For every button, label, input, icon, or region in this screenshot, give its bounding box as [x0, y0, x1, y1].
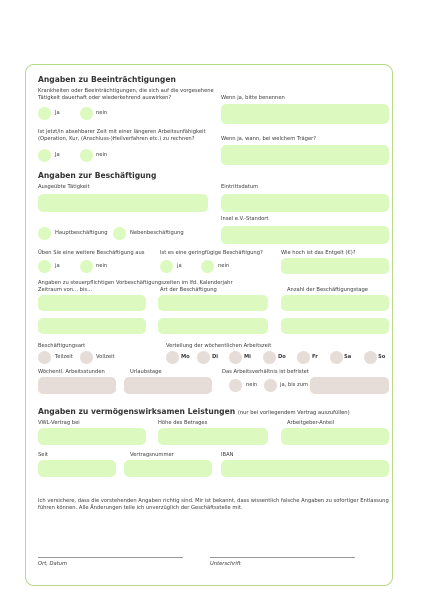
iban-field[interactable] — [221, 460, 389, 477]
limited-no-radio[interactable] — [229, 379, 242, 392]
declaration-line1: Ich versichere, dass die vorstehenden Angaben richtig sind. Mir ist bekannt, dass wissentlich falsche Angaben zu sofortiger Entlassung — [38, 498, 389, 504]
q2-no-radio[interactable] — [80, 149, 93, 162]
other-job-yes-label: ja — [55, 263, 60, 269]
other-job-no-radio[interactable] — [80, 260, 93, 273]
day-do-circle[interactable] — [263, 351, 276, 364]
pay-field[interactable] — [281, 258, 389, 274]
q1-side-label: Wenn ja, bitte benennen — [221, 95, 285, 101]
vwl-at-label: VWL-Vertrag bei — [38, 420, 80, 426]
place-date-label: Ort, Datum — [38, 561, 68, 567]
vacation-field[interactable] — [124, 377, 212, 394]
vwl-title: Angaben zu vermögenswirksamen Leistungen — [38, 407, 236, 416]
job-type-field-1[interactable] — [158, 295, 268, 311]
week-dist-label: Verteilung der wöchentlichen Arbeitszeit — [166, 343, 272, 349]
emp-type-label: Beschäftigungsart — [38, 343, 86, 349]
weekly-hours-label: Wöchentl. Arbeitsstunden — [38, 369, 105, 375]
minor-job-no-label: nein — [218, 263, 230, 269]
day-fr-label: Fr — [312, 354, 318, 360]
day-so-label: So — [378, 354, 386, 360]
day-di-circle[interactable] — [197, 351, 210, 364]
amount-field[interactable] — [158, 428, 268, 445]
vacation-label: Urlaubstage — [130, 369, 162, 375]
q1-line1: Krankheiten oder Beeinträchtigungen, die sich auf die vorgesehene — [38, 88, 214, 94]
minor-job-yes-label: ja — [177, 263, 182, 269]
minor-job-no-radio[interactable] — [201, 260, 214, 273]
other-job-label: Üben Sie eine weitere Beschäftigung aus — [38, 250, 145, 256]
other-job-no-label: nein — [96, 263, 108, 269]
day-do-label: Do — [278, 354, 286, 360]
other-job-yes-radio[interactable] — [38, 260, 51, 273]
limited-label: Das Arbeitsverhältnis ist befristet — [222, 369, 309, 375]
prior-period-field-1[interactable] — [38, 295, 146, 311]
q1-no-radio[interactable] — [80, 107, 93, 120]
job-days-label: Anzahl der Beschäftigungstage — [287, 287, 368, 293]
job-type-label: Art der Beschäftigung — [160, 287, 217, 293]
since-field[interactable] — [38, 460, 116, 477]
site-label: Insel e.V.-Standort — [221, 216, 269, 222]
place-date-line[interactable] — [38, 557, 183, 558]
q1-no-label: nein — [96, 110, 108, 116]
signature-line[interactable] — [210, 557, 355, 558]
vwl-at-field[interactable] — [38, 428, 146, 445]
job-days-field-2[interactable] — [281, 318, 389, 334]
job-type-field-2[interactable] — [158, 318, 268, 334]
amount-label: Höhe des Betrages — [158, 420, 208, 426]
contract-no-label: Vertragsnummer — [130, 452, 174, 458]
contract-no-field[interactable] — [124, 460, 212, 477]
q2-yes-radio[interactable] — [38, 149, 51, 162]
q2-yes-label: Ja — [55, 152, 60, 158]
declaration-line2: führen können. Alle Änderungen teile ich unverzüglich der Geschäftsstelle mit. — [38, 505, 243, 511]
day-mi-label: Mi — [244, 354, 251, 360]
activity-label: Ausgeübte Tätigkeit — [38, 184, 90, 190]
limited-yes-radio[interactable] — [264, 379, 277, 392]
vwl-note: (nur bei vorliegendem Vertrag auszufüllen) — [237, 410, 350, 416]
weekly-hours-field[interactable] — [38, 377, 116, 394]
site-field[interactable] — [221, 226, 389, 244]
day-fr-circle[interactable] — [297, 351, 310, 364]
employer-share-field[interactable] — [281, 428, 389, 445]
q1-yes-label: Ja — [55, 110, 60, 116]
main-job-radio[interactable] — [38, 227, 51, 240]
since-label: Seit — [38, 452, 48, 458]
full-time-radio[interactable] — [80, 351, 93, 364]
activity-field[interactable] — [38, 194, 208, 212]
minor-job-yes-radio[interactable] — [160, 260, 173, 273]
day-sa-label: Sa — [344, 354, 352, 360]
limited-until-field[interactable] — [310, 377, 389, 394]
entry-date-label: Eintrittsdatum — [221, 184, 259, 190]
pay-label: Wie hoch ist das Entgelt (€)? — [281, 250, 356, 256]
day-mi-circle[interactable] — [229, 351, 242, 364]
full-time-label: Vollzeit — [96, 354, 115, 360]
side-job-radio[interactable] — [113, 227, 126, 240]
day-mo-label: Mo — [181, 354, 190, 360]
part-time-label: Teilzeit — [55, 354, 73, 360]
q2-no-label: nein — [96, 152, 108, 158]
prior-period-field-2[interactable] — [38, 318, 146, 334]
minor-job-label: Ist es eine geringfügige Beschäftigung? — [160, 250, 263, 256]
side-job-label: Nebenbeschäftigung — [130, 230, 184, 236]
day-mo-circle[interactable] — [166, 351, 179, 364]
part-time-radio[interactable] — [38, 351, 51, 364]
section-title-vwl — [38, 407, 350, 416]
q2-side-label: Wenn ja, wann, bei welchem Träger? — [221, 136, 317, 142]
day-di-label: Di — [212, 354, 219, 360]
entry-date-field[interactable] — [221, 194, 389, 212]
section-title-impairments: Angaben zu Beeinträchtigungen — [38, 75, 176, 84]
limited-no-label: nein — [246, 382, 258, 388]
signature-label: Unterschrift — [210, 561, 241, 567]
prior-line2: Zeitraum von... bis... — [38, 287, 93, 293]
section-title-employment: Angaben zur Beschäftigung — [38, 171, 157, 180]
q1-yes-radio[interactable] — [38, 107, 51, 120]
q2-details-field[interactable] — [221, 145, 389, 165]
iban-label: IBAN — [221, 452, 234, 458]
q1-details-field[interactable] — [221, 104, 389, 124]
limited-yes-label: ja, bis zum — [280, 382, 309, 388]
q2-line2: (Operation, Kur, (Anschluss-)Heilverfahren etc.) zu rechnen? — [38, 136, 195, 142]
main-job-label: Hauptbeschäftigung — [55, 230, 108, 236]
day-so-circle[interactable] — [364, 351, 377, 364]
day-sa-circle[interactable] — [330, 351, 343, 364]
q2-line1: Ist jetzt/in absehbarer Zeit mit einer längeren Arbeitsunfähigkeit — [38, 129, 206, 135]
prior-line1: Angaben zu steuerpflichtigen Vorbeschäftigungszeiten im lfd. Kalenderjahr — [38, 280, 233, 286]
q1-line2: Tätigkeit dauerhaft oder wiederkehrend auswirken? — [38, 95, 172, 101]
employer-share-label: Arbeitgeber-Anteil — [287, 420, 335, 426]
job-days-field-1[interactable] — [281, 295, 389, 311]
